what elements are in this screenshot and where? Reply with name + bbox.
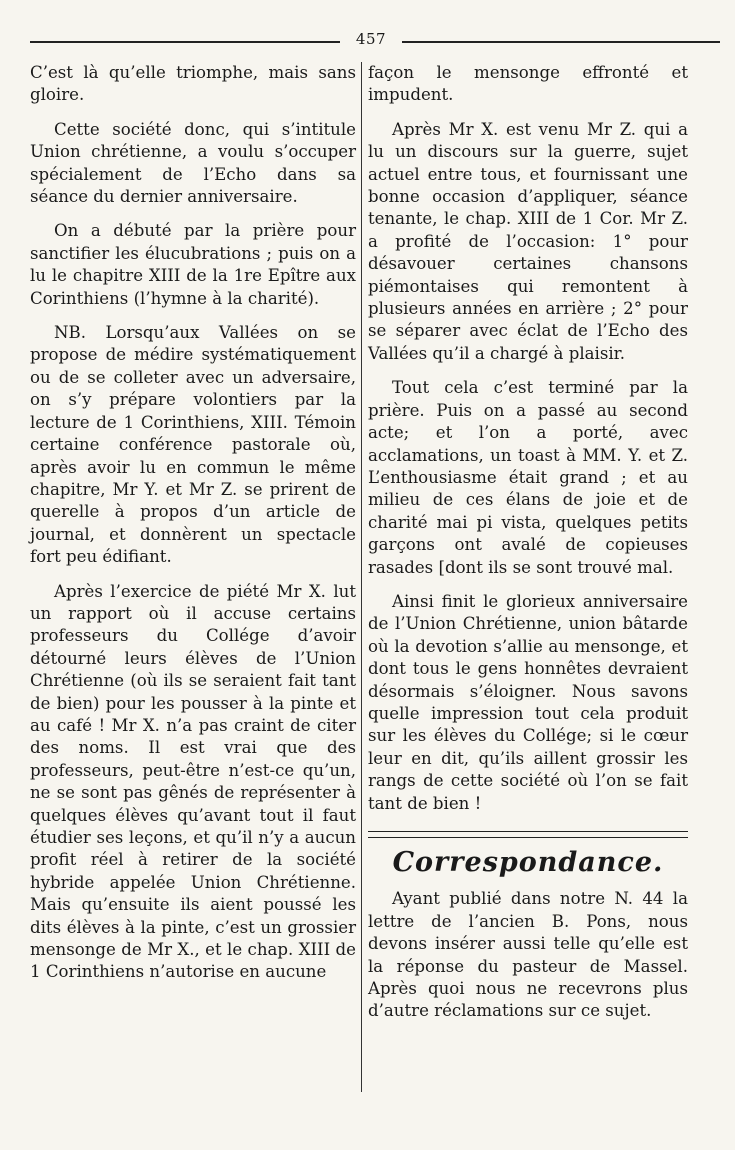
paragraph: Cette société donc, qui s’intitule Union chrétienne, a voulu s’occuper spécialement de l’Echo dans sa séance du dernier anniversaire.: [30, 119, 356, 207]
paragraph: Tout cela c’est terminé par la prière. Puis on a passé au second acte; et l’on a porté, avec acclamations, un toast à MM. Y. et Z. L’enthousiasme était grand ; et au milieu de ces élans de joie et de charité mai pi vista, quelques petits garçons ont avalé de copieuses rasades [dont ils se sont trouvé mal.: [368, 378, 688, 577]
header-rule-left: [30, 41, 340, 43]
header-rule-right: [402, 41, 720, 43]
paragraph: façon le mensonge effronté et impudent.: [368, 63, 688, 105]
section-rule: [368, 831, 688, 838]
paragraph: C’est là qu’elle triomphe, mais sans gloire.: [30, 63, 356, 105]
column-divider: [361, 62, 362, 1092]
page-header: [30, 30, 720, 48]
paragraph: On a débuté par la prière pour sanctifier les élucubrations ; puis on a lu le chapitre XIII de la 1re Epître aux Corinthiens (l’hymne à la charité).: [30, 221, 356, 308]
paragraph: Ainsi finit le glorieux anniversaire de l’Union Chrétienne, union bâtarde où la devotion s’allie au mensonge, et dont tous le gens honnêtes devraient désormais s’éloigner. Nous savons quelle impression tout cela produit sur les élèves du Collége; si le cœur leur en dit, qu’ils aillent grossir les rangs de cette société où l’on se fait tant de bien !: [368, 591, 688, 813]
page-number: 457: [355, 30, 387, 48]
left-column: [30, 62, 356, 996]
section-title: Correspondance.: [392, 847, 664, 878]
paragraph: NB. Lorsqu’aux Vallées on se propose de médire systématiquement ou de se colleter avec un adversaire, on s’y prépare volontiers par la lecture de 1 Corinthiens, XIII. Témoin certaine conférence pastorale où, après avoir lu en commun le même chapitre, Mr Y. et Mr Z. se prirent de querelle à propos d’un article de journal, et donnèrent un spectacle fort peu édifiant.: [30, 323, 356, 567]
paragraph: Après Mr X. est venu Mr Z. qui a lu un discours sur la guerre, sujet actuel entre tous, et fournissant une bonne occasion d’appliquer, séance tenante, le chap. XIII de 1 Cor. Mr Z. a profité de l’occasion: 1° pour désavouer certaines chansons piémontaises qui remontent à plusieurs années en arrière ; 2° pour se séparer avec éclat de l’Echo des Vallées qu’il a chargé à plaisir.: [368, 119, 688, 363]
right-column: [368, 62, 688, 1035]
paragraph: Ayant publié dans notre N. 44 la lettre de l’ancien B. Pons, nous devons insérer aussi telle qu’elle est la réponse du pasteur de Massel. Après quoi nous ne recevrons plus d’autre réclamations sur ce sujet.: [368, 889, 688, 1021]
paragraph: Après l’exercice de piété Mr X. lut un rapport où il accuse certains professeurs du Collége d’avoir détourné leurs élèves de l’Union Chrétienne (où ils se seraient fait tant de bien) pour les pousser à la pinte et au café ! Mr X. n’a pas craint de citer des noms. Il est vrai que des professeurs, peut-être n’est-ce qu’un, ne se sont pas gênés de représenter à quelques élèves qu’avant tout il faut étudier ses leçons, et qu’il n’y a aucun profit réel à retirer de la société hybride appelée Union Chrétienne. Mais qu’ensuite ils aient poussé les dits élèves à la pinte, c’est un grossier mensonge de Mr X., et le chap. XIII de 1 Corinthiens n’autorise en aucune: [30, 581, 356, 982]
